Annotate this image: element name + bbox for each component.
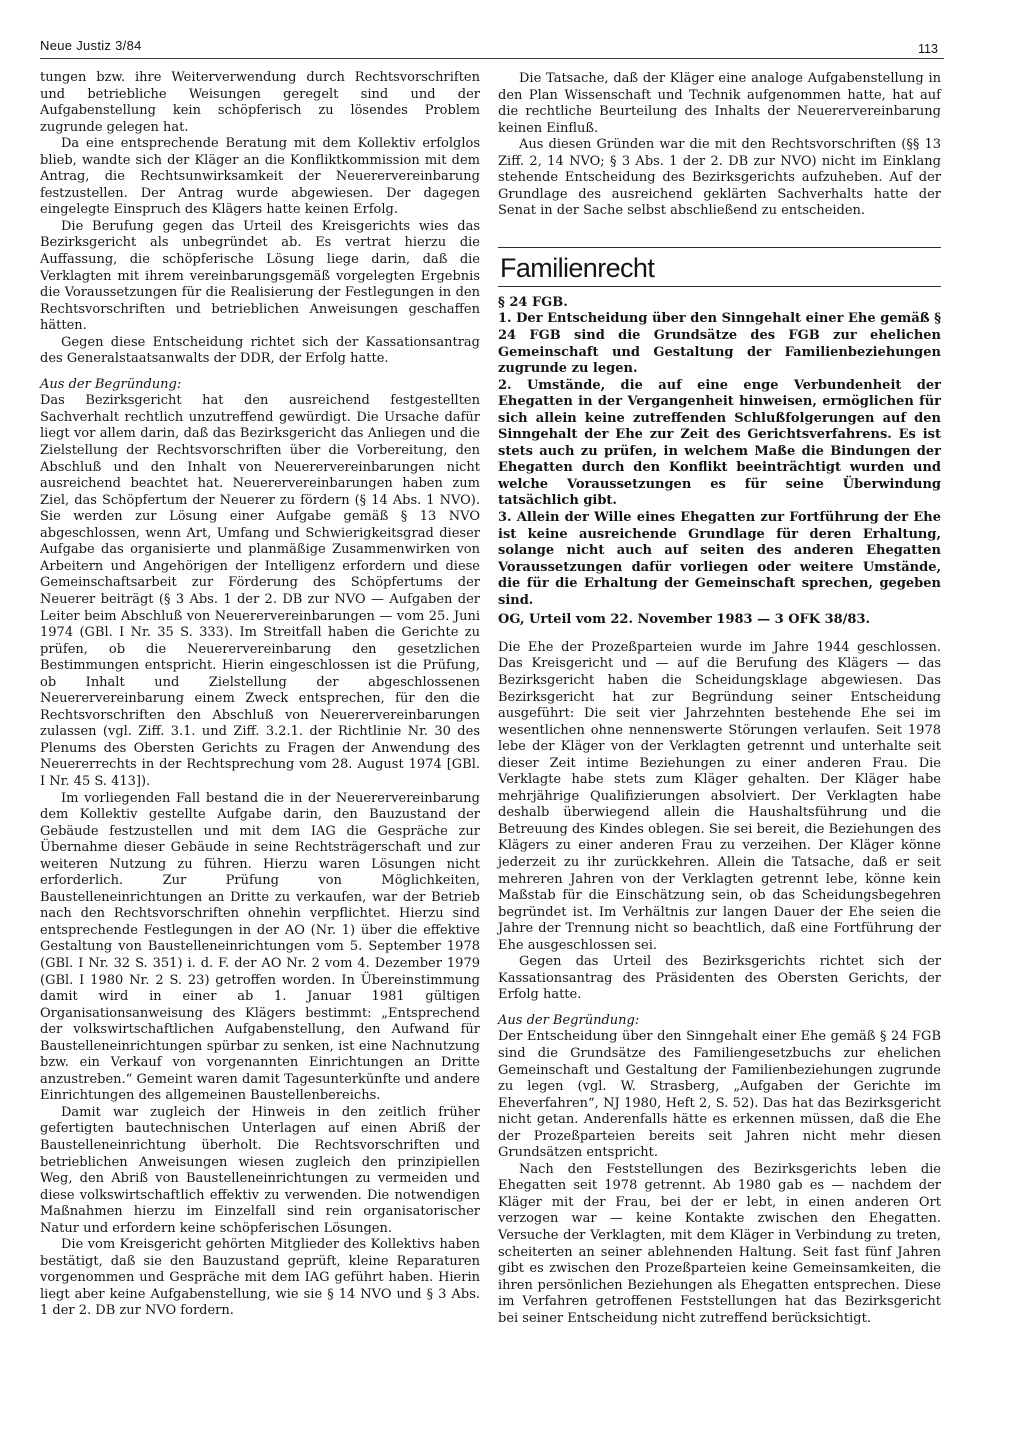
paragraph: Die vom Kreisgericht gehörten Mitglieder des Kollektivs haben bestätigt, daß sie den Bauzustand geprüft, kleine Reparaturen vorgenommen und Gespräche mit dem IAG geführt haben. Hierin liegt aber keine Aufgabenstellung, wie sie § 14 NVO und § 3 Abs. 1 der 2. DB zur NVO fordern. <box>40 1237 480 1319</box>
paragraph: tungen bzw. ihre Weiterverwendung durch Rechtsvorschriften und betriebliche Weisungen geregelt sind und der Aufgabenstellung kein schöpferisch zu lösendes Problem zugrunde gelegen hat. <box>40 70 480 135</box>
paragraph: Gegen diese Entscheidung richtet sich der Kassationsantrag des Generalstaatsanwalts der DDR, der Erfolg hatte. <box>40 334 480 367</box>
paragraph: Die Tatsache, daß der Kläger eine analoge Aufgabenstellung in den Plan Wissenschaft und Technik aufgenommen hatte, hat auf die rechtliche Beurteilung des Inhalts der Neuerervereinbarung keinen Einfluß. <box>498 71 941 136</box>
paragraph: Damit war zugleich der Hinweis in den zeitlich früher gefertigten bautechnischen Unterlagen auf einen Abriß der Baustelleneinrichtung überholt. Die Rechtsvorschriften und betrieblichen Anweisungen wiesen zugleich den prinzipiellen Weg, den Abriß von Baustelleneinrichtungen zu vermeiden und diese volkswirtschaftlich effektiv zu verwenden. Die notwendigen Maßnahmen hierzu im Einzelfall sind rein organisatorischer Natur und erfordern keine schöpferischen Lösungen. <box>40 1104 480 1236</box>
paragraph: Die Ehe der Prozeßparteien wurde im Jahre 1944 geschlossen. Das Kreisgericht und — auf die Berufung des Klägers — das Bezirksgericht haben die Scheidungsklage abgewiesen. Das Bezirksgericht hat zur Begründung seiner Entscheidung ausgeführt: Die seit vier Jahrzehnten bestehende Ehe sei im wesentlichen ohne nennenswerte Störungen verlaufen. Seit 1978 lebe der Kläger von der Verklagten getrennt und unterhalte seit dieser Zeit intime Beziehungen zu einer anderen Frau. Die Verklagte habe stets zum Kläger gehalten. Der Kläger habe mehrjährige Qualifizierungen absolviert. Der Verklagten habe deshalb überwiegend allein die Haushaltsführung und die Betreuung des Kindes oblegen. Sie sei bereit, die Beziehungen des Klägers zu einer anderen Frau zu verzeihen. Der Kläger könne jederzeit zu ihr zurückkehren. Allein die Tatsache, daß er seit mehreren Jahren von der Verklagten getrennt lebe, könne kein Maßstab für die Einschätzung sein, ob das Scheidungsbegehren begründet ist. Im Verhältnis zur langen Dauer der Ehe seien die Jahre der Trennung nicht so beachtlich, daß eine Fortführung der Ehe ausgeschlossen sei. <box>498 639 941 953</box>
reasons-heading: Aus der Begründung: <box>40 376 182 392</box>
paragraph: Da eine entsprechende Beratung mit dem Kollektiv erfolglos blieb, wandte sich der Kläger an die Konfliktkommission mit dem Antrag, die Rechtsunwirksamkeit der Neuerervereinbarung festzustellen. Der Antrag wurde abgewiesen. Der dagegen eingelegte Einspruch des Klägers hatte keinen Erfolg. <box>40 136 480 218</box>
header-rule <box>40 58 944 59</box>
paragraph: Gegen das Urteil des Bezirksgerichts richtet sich der Kassationsantrag des Präsidenten des Obersten Gerichts, der Erfolg hatte. <box>498 954 941 1003</box>
section-familienrecht <box>498 247 941 287</box>
page-number: 113 <box>918 42 938 56</box>
left-column <box>40 70 480 1320</box>
section-rule <box>498 247 941 248</box>
paragraph: Im vorliegenden Fall bestand die in der Neuerervereinbarung dem Kollektiv gestellte Aufgabe darin, den Bauzustand der Gebäude festzustellen und mit dem IAG die Gespräche zur Übernahme dieser Gebäude in seine Rechtsträgerschaft und zur weiteren Nutzung zu führen. Hierzu waren Lösungen nicht erforderlich. Zur Prüfung von Möglichkeiten, Baustelleneinrichtungen an Dritte zu verkaufen, war der Betrieb nach den Rechtsvorschriften ohnehin verpflichtet. Hierzu sind entsprechende Festlegungen in der AO (Nr. 1) über die effektive Gestaltung von Baustelleneinrichtungen vom 5. September 1978 (GBl. I Nr. 32 S. 351) i. d. F. der AO Nr. 2 vom 4. Dezember 1979 (GBl. I 1980 Nr. 2 S. 23) getroffen worden. In Übereinstimmung damit wird in einer ab 1. Januar 1981 gültigen Organisationsanweisung des Klägers bestimmt: „Entsprechend der volkswirtschaftlichen Aufgabenstellung, den Aufwand für Baustelleneinrichtungen spürbar zu senken, ist eine Nachnutzung bzw. ein Verkauf von vorgenannten Einrichtungen an Dritte anzustreben.“ Gemeint waren damit Tagesunterkünfte und andere Einrichtungen des allgemeinen Baustellenbereichs. <box>40 790 480 1104</box>
headnote: 1. Der Entscheidung über den Sinngehalt einer Ehe gemäß § 24 FGB sind die Grundsätze des FGB zur ehelichen Gemeinschaft und Gestaltung der Familienbeziehungen zugrunde zu legen. <box>498 311 941 377</box>
paragraph: Das Bezirksgericht hat den ausreichend festgestellten Sachverhalt rechtlich unzutreffend gewürdigt. Die Ursache dafür liegt vor allem darin, daß das Bezirksgericht das Anliegen und die Zielstellung der Rechtsvorschriften über die Vorbereitung, den Abschluß und den Inhalt von Neuerervereinbarungen nicht ausreichend beachtet hat. Neuerervereinbarungen haben zum Ziel, das Schöpfertum der Neuerer zu fördern (§ 14 Abs. 1 NVO). Sie werden zur Lösung einer Aufgabe gemäß § 13 NVO abgeschlossen, wenn Art, Umfang und Schwierigkeitsgrad dieser Aufgabe das organisierte und planmäßige Zusammenwirken von Arbeitern und Angehörigen der Intelligenz erfordern und diese Gemeinschaftsarbeit zur Förderung des Schöpfertums der Neuerer beiträgt (§ 3 Abs. 1 der 2. DB zur NVO — Aufgaben der Leiter beim Abschluß von Neuerervereinbarungen — vom 25. Juni 1974 (GBl. I Nr. 35 S. 333). Im Streitfall haben die Gerichte zu prüfen, ob die Neuerervereinbarung den gesetzlichen Bestimmungen entspricht. Hierin eingeschlossen ist die Prüfung, ob Inhalt und Zielstellung der abgeschlossenen Neuerervereinbarung einem Zweck entsprechen, für den die Rechtsvorschriften den Abschluß von Neuerervereinbarungen zulassen (vgl. Ziff. 3.1. und Ziff. 3.2.1. der Richtlinie Nr. 30 des Plenums des Obersten Gerichts zu Fragen der Anwendung des Neuererrechts in der Rechtsprechung vom 28. August 1974 [GBl. I Nr. 45 S. 413]). <box>40 393 480 789</box>
reasons-heading: Aus der Begründung: <box>498 1012 640 1028</box>
headnote: 3. Allein der Wille eines Ehegatten zur Fortführung der Ehe ist keine ausreichende Grundlage für deren Erhaltung, solange nicht auch auf seiten des anderen Ehegatten Voraussetzungen dafür vorliegen oder weitere Umstände, die für die Erhaltung der Gemeinschaft sprechen, gegeben sind. <box>498 510 941 608</box>
case-citation: OG, Urteil vom 22. November 1983 — 3 OFK 38/83. <box>498 612 871 628</box>
journal-header: Neue Justiz 3/84 <box>40 38 142 53</box>
paragraph: Aus diesen Gründen war die mit den Rechtsvorschriften (§§ 13 Ziff. 2, 14 NVO; § 3 Abs. 1 der 2. DB zur NVO) nicht im Einklang stehende Entscheidung des Bezirksgerichts aufzuheben. Auf der Grundlage des ausreichend geklärten Sachverhalts hatte der Senat in der Sache selbst abschließend zu entscheiden. <box>498 137 941 219</box>
section-rule <box>498 286 941 287</box>
section-title: Familienrecht <box>500 252 655 283</box>
statute-reference: § 24 FGB. <box>498 294 568 310</box>
headnote: 2. Umstände, die auf eine enge Verbundenheit der Ehegatten in der Vergangenheit hinweisen, ermöglichen für sich allein keine zutreffenden Schlußfolgerungen auf den Sinngehalt der Ehe zur Zeit des Gerichtsverfahrens. Es ist stets auch zu prüfen, in welchem Maße die Bindungen der Ehegatten durch den Konflikt beeinträchtigt wurden und welche Voraussetzungen es für seine Überwindung tatsächlich gibt. <box>498 377 941 509</box>
paragraph: Nach den Feststellungen des Bezirksgerichts leben die Ehegatten seit 1978 getrennt. Ab 1980 gab es — nachdem der Kläger mit der Frau, bei der er lebt, in einen anderen Ort verzogen war — keine Kontakte zwischen den Ehegatten. Versuche der Verklagten, mit dem Kläger in Verbindung zu treten, scheiterten an seiner ablehnenden Haltung. Seit fast fünf Jahren gibt es zwischen den Prozeßparteien keine Gemeinsamkeiten, die ihren persönlichen Beziehungen als Ehegatten entsprechen. Diese im Verfahren getroffenen Feststellungen hat das Bezirksgericht bei seiner Entscheidung nicht zutreffend berücksichtigt. <box>498 1161 941 1326</box>
right-column <box>498 71 941 1327</box>
paragraph: Der Entscheidung über den Sinngehalt einer Ehe gemäß § 24 FGB sind die Grundsätze des Familiengesetzbuchs zur ehelichen Gemeinschaft und Gestaltung der Familienbeziehungen zugrunde zu legen (vgl. W. Strasberg, „Aufgaben der Gerichte im Eheverfahren“, NJ 1980, Heft 2, S. 52). Das hat das Bezirksgericht nicht getan. Anderenfalls hätte es erkennen müssen, daß die Ehe der Prozeßparteien bereits seit Jahren nicht mehr diesen Grundsätzen entspricht. <box>498 1029 941 1161</box>
paragraph: Die Berufung gegen das Urteil des Kreisgerichts wies das Bezirksgericht als unbegründet ab. Es vertrat hierzu die Auffassung, die schöpferische Lösung liege darin, daß die Verklagten mit ihrem vereinbarungsgemäß vorgelegten Ergebnis die Voraussetzungen für die Realisierung der Festlegungen in den Rechtsvorschriften und betrieblichen Anweisungen geschaffen hätten. <box>40 218 480 334</box>
